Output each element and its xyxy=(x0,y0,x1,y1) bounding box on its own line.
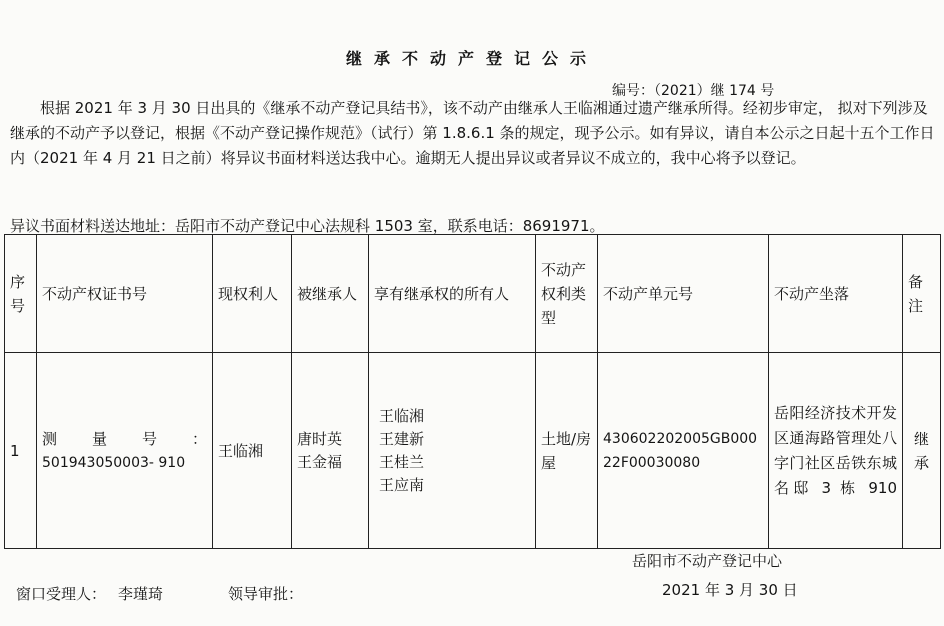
notice-paragraph: 根据 2021 年 3 月 30 日出具的《继承不动产登记具结书》，该不动产由继承人王临湘通过遗产继承所得。经初步审定， 拟对下列涉及继承的不动产予以登记，根据《不动产登记操作规范》（试行）第 1.8.6.1 条的规定，现予公示。如有异议，请自本公示之日起十五个工作日内（2021 年 4 月 21 日之前）将异议书面材料送达我中心。逾期无人提出异议或者异议不成立的，我中心将予以登记。 xyxy=(10,99,935,167)
header-deceased: 被继承人 xyxy=(292,235,369,353)
registration-table xyxy=(4,234,941,549)
heir-name: 王建新 xyxy=(379,429,425,448)
heir-name: 王桂兰 xyxy=(379,452,425,471)
window-receiver-name: 李瑾琦 xyxy=(118,585,164,603)
leader-approval-label: 领导审批： xyxy=(228,585,304,603)
document-number: 编号：（2021）继 174 号 xyxy=(612,83,775,99)
header-location: 不动产坐落 xyxy=(769,235,903,353)
table-header-row xyxy=(5,235,941,353)
header-holder: 现权利人 xyxy=(213,235,292,353)
row-unit-no: 430602202005GB00022F00030080 xyxy=(598,353,769,549)
cert-number: 501943050003- 910 xyxy=(42,454,186,471)
heir-name: 王临湘 xyxy=(379,406,425,425)
row-location: 岳阳经济技术开发区通海路管理处八字门社区岳铁东城名邸 3 栋 910 xyxy=(769,353,903,549)
window-receiver-label: 窗口受理人： xyxy=(16,585,107,603)
deceased-name: 唐时英 xyxy=(297,429,343,448)
issue-date: 2021 年 3 月 30 日 xyxy=(662,581,798,599)
deceased-name: 王金福 xyxy=(297,452,343,471)
header-heirs: 享有继承权的所有人 xyxy=(369,235,536,353)
row-seq: 1 xyxy=(5,353,37,549)
address-line: 异议书面材料送达地址：岳阳市不动产登记中心法规科 1503 室，联系电话：8691971。 xyxy=(10,217,605,235)
header-unit-no: 不动产单元号 xyxy=(598,235,769,353)
header-remark: 备注 xyxy=(903,235,941,353)
row-cert-no xyxy=(37,353,213,549)
header-seq: 序号 xyxy=(5,235,37,353)
row-remark: 继承 xyxy=(903,353,941,549)
row-right-type: 土地/房屋 xyxy=(536,353,598,549)
row-heirs xyxy=(369,353,536,549)
issuing-org: 岳阳市不动产登记中心 xyxy=(632,552,783,570)
row-holder: 王临湘 xyxy=(213,353,292,549)
row-deceased xyxy=(292,353,369,549)
page-title: 继承不动产登记公示 xyxy=(345,49,598,68)
header-right-type: 不动产权利类型 xyxy=(536,235,598,353)
table-row xyxy=(5,353,941,549)
heir-name: 王应南 xyxy=(379,475,425,494)
window-receiver xyxy=(16,583,163,604)
cert-label: 测 量 号 ： xyxy=(42,429,207,448)
header-cert-no: 不动产权证书号 xyxy=(37,235,213,353)
